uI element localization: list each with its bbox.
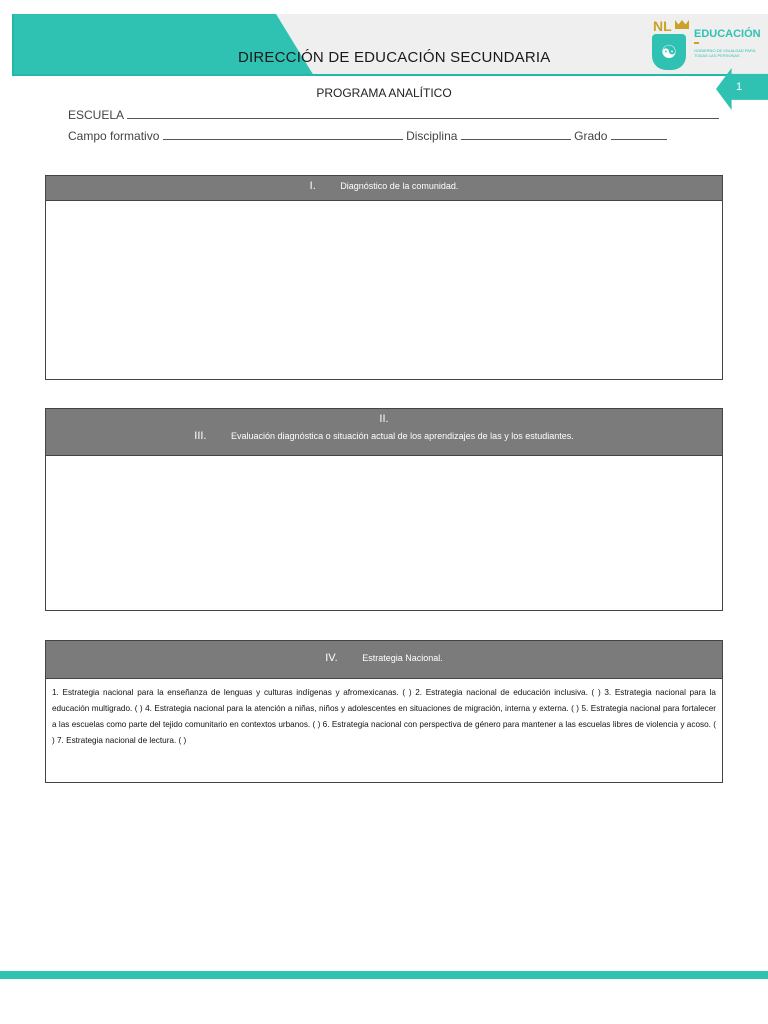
section-number: IV. bbox=[325, 652, 338, 664]
escuela-field[interactable] bbox=[68, 108, 719, 122]
section-content-area[interactable] bbox=[46, 456, 722, 610]
strategy-options-text[interactable]: 1. Estrategia nacional para la enseñanza de lenguas y culturas indígenas y afromexicanas. ( ) 2. Estrategia nacional de educación inclusiva. ( ) 3. Estrategia nacional para la educación multigrado. ( ) 4. Estrategia nacional para la atención a niñas, niños y adolescentes en situaciones de migración, interna y externa. ( ) 5. Estrategia nacional para fortalecer a las escuelas como parte del tejido comunitario en contextos urbanos. ( ) 6. Estrategia nacional con perspectiva de género para mantener a las escuelas libres de violencia y acoso. ( ) 7. Estrategia nacional de lectura. ( ) bbox=[52, 688, 716, 745]
grado-blank[interactable] bbox=[611, 129, 667, 140]
section-header bbox=[46, 641, 722, 679]
disciplina-blank[interactable] bbox=[461, 129, 571, 140]
footer-accent-line bbox=[0, 971, 768, 979]
section-header bbox=[46, 176, 722, 201]
page-number: 1 bbox=[736, 81, 743, 93]
escuela-blank[interactable] bbox=[127, 108, 719, 119]
section-header bbox=[46, 409, 722, 456]
logo-divider bbox=[694, 42, 699, 44]
campo-formativo-blank[interactable] bbox=[163, 129, 403, 140]
section-number: I. bbox=[309, 180, 316, 192]
logo-brand-text: EDUCACIÓN bbox=[694, 28, 761, 40]
section-estrategia-nacional bbox=[45, 640, 723, 783]
disciplina-label: Disciplina bbox=[406, 129, 458, 143]
education-logo bbox=[640, 18, 768, 74]
section-content-area[interactable] bbox=[46, 201, 722, 379]
header-accent-shape bbox=[14, 14, 314, 76]
section-diagnostico-comunidad bbox=[45, 175, 723, 380]
campo-formativo-label: Campo formativo bbox=[68, 129, 160, 143]
shield-emblem-icon: ☯ bbox=[652, 34, 686, 70]
section-label: Estrategia Nacional. bbox=[362, 653, 443, 663]
section-number: III. bbox=[194, 430, 207, 442]
logo-tagline: GOBIERNO DE IGUALDAD PARA TODAS LAS PERSONAS bbox=[694, 48, 756, 58]
crown-icon bbox=[675, 20, 689, 29]
header-title: DIRECCIÓN DE EDUCACIÓN SECUNDARIA bbox=[238, 49, 551, 66]
header-band bbox=[12, 14, 768, 76]
logo-nl-text: NL bbox=[653, 18, 672, 34]
campo-formativo-row bbox=[68, 129, 667, 143]
section-number-secondary: II. bbox=[379, 413, 389, 425]
section-label: Evaluación diagnóstica o situación actual de los aprendizajes de las y los estudiantes. bbox=[231, 431, 574, 441]
document-title: PROGRAMA ANALÍTICO bbox=[316, 86, 452, 100]
section-evaluacion-diagnostica bbox=[45, 408, 723, 611]
grado-label: Grado bbox=[574, 129, 608, 143]
section-label: Diagnóstico de la comunidad. bbox=[340, 181, 459, 191]
escuela-label: ESCUELA bbox=[68, 108, 124, 122]
